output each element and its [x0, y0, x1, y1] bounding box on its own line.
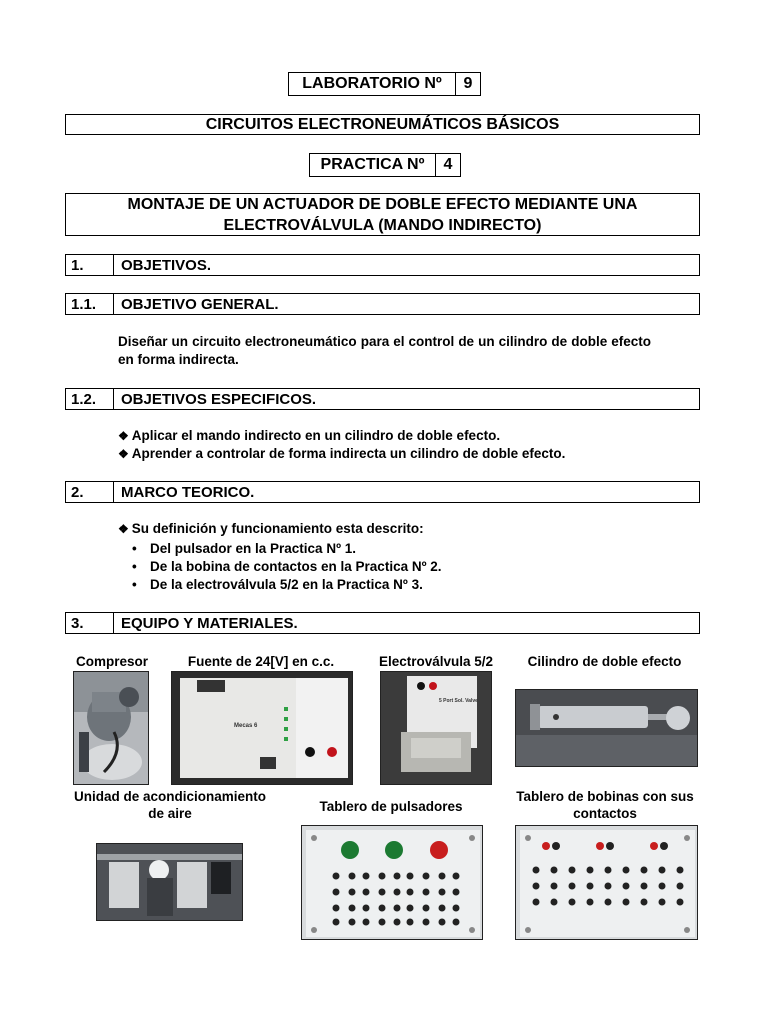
section-1-1-heading [65, 293, 700, 315]
label-pulsadores: Tablero de pulsadores [319, 799, 463, 814]
list-item: ❖ Aprender a controlar de forma indirecta un cilindro de doble efecto. [118, 445, 565, 463]
label-fuente: Fuente de 24[V] en c.c. [187, 654, 335, 669]
general-objective-text: Diseñar un circuito electroneumático para el control de un cilindro de doble efecto en forma indirecta. [118, 334, 651, 367]
section-number: 2. [66, 482, 114, 502]
section-number: 1.2. [66, 389, 114, 409]
section-title: EQUIPO Y MATERIALES. [121, 614, 298, 632]
power-supply-image [171, 671, 353, 785]
list-item: ❖ Aplicar el mando indirecto en un cilindro de doble efecto. [118, 427, 565, 445]
pushbutton-panel-image [301, 825, 483, 940]
lab-label: LABORATORIO Nº [289, 73, 456, 95]
lab-number-box [288, 72, 481, 96]
specific-objectives-list [118, 427, 565, 463]
section-title: OBJETIVOS ESPECIFICOS. [121, 390, 317, 408]
label-compresor: Compresor [75, 654, 148, 669]
practice-number-box [309, 153, 461, 177]
list-item: • Del pulsador en la Practica Nº 1. [118, 540, 442, 558]
section-title: OBJETIVO GENERAL. [121, 295, 279, 313]
theory-intro-text: Su definición y funcionamiento esta descrito: [131, 521, 424, 536]
section-2-heading [65, 481, 700, 503]
coil-panel-image [515, 825, 698, 940]
theory-list [118, 540, 442, 594]
label-cilindro: Cilindro de doble efecto [527, 654, 682, 669]
compressor-image [73, 671, 149, 785]
valve-label: 5 Port Sol. Valve [439, 698, 478, 704]
list-item: • De la electroválvula 5/2 en la Practica Nº 3. [118, 576, 442, 594]
section-number: 3. [66, 613, 114, 633]
section-title: MARCO TEORICO. [121, 483, 255, 501]
theory-intro [118, 520, 424, 538]
label-unidad: Unidad de acondicionamiento de aire [73, 789, 267, 821]
solenoid-valve-image [380, 671, 492, 785]
practice-title: MONTAJE DE UN ACTUADOR DE DOBLE EFECTO MEDIANTE UNA ELECTROVÁLVULA (MANDO INDIRECTO) [65, 193, 700, 236]
lab-number: 9 [463, 75, 473, 92]
label-bobinas: Tablero de bobinas con sus contactos [516, 789, 694, 821]
list-item: • De la bobina de contactos en la Practica Nº 2. [118, 558, 442, 576]
section-title: OBJETIVOS. [121, 256, 212, 274]
cylinder-image [515, 689, 698, 767]
practice-number: 4 [443, 156, 453, 173]
section-number: 1.1. [66, 294, 114, 314]
power-supply-module-label: Mecas 6 [234, 723, 258, 729]
section-1-heading [65, 254, 700, 276]
section-number: 1. [66, 255, 114, 275]
air-conditioning-unit-image [96, 843, 243, 921]
subtitle: CIRCUITOS ELECTRONEUMÁTICOS BÁSICOS [65, 114, 700, 135]
practice-label: PRACTICA Nº [310, 154, 436, 176]
section-3-heading [65, 612, 700, 634]
section-1-2-heading [65, 388, 700, 410]
label-electrovalvula: Electroválvula 5/2 [378, 654, 494, 669]
